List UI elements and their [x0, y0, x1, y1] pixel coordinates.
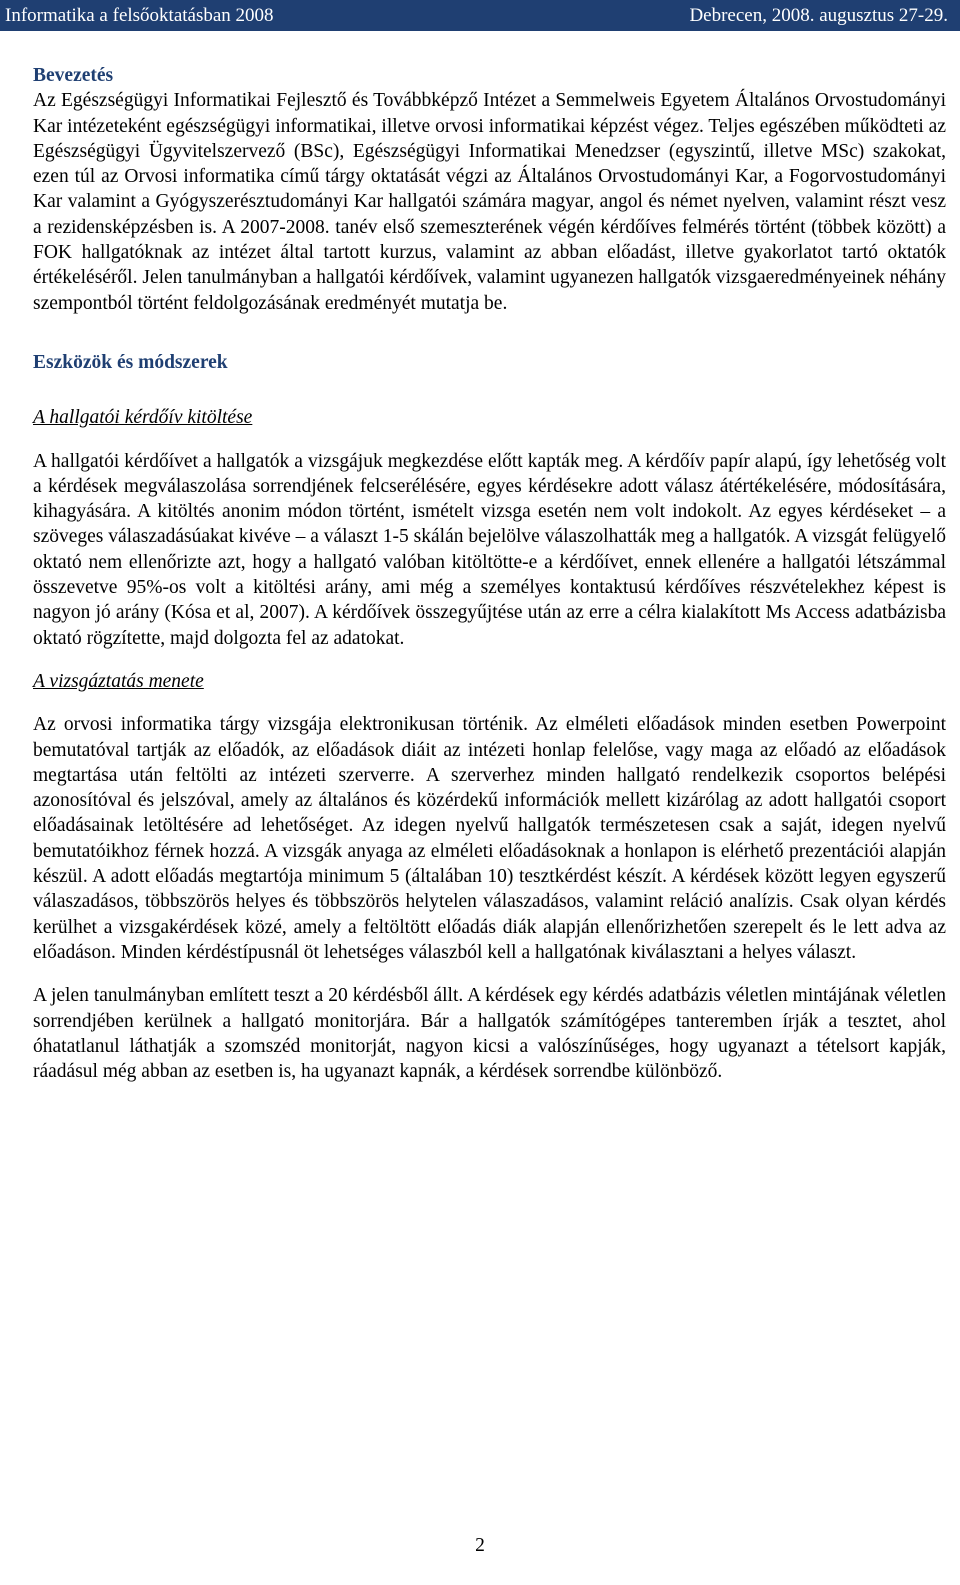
header-location-date: Debrecen, 2008. augusztus 27-29. [689, 5, 948, 26]
examination-paragraph-1: Az orvosi informatika tárgy vizsgája elektronikusan történik. Az elméleti előadások minden esetben Powerpoint bemutatóval tartják az előadók, az előadások diáit az intézeti honlap felelőse, vagy maga az előadó az előadások megtartása után feltölti az intézeti szerverre. A szerverhez minden hallgató rendelkezik csoportos belépési azonosítóval és jelszóval, amely az általános és közérdekű információk mellett kizárólag az adott hallgatói csoport előadásainak letöltésére ad lehetőséget. Az idegen nyelvű hallgatók természetesen csak a saját, idegen nyelvű bemutatóikhoz férnek hozzá. A vizsgák anyaga az elméleti előadásoknak a honlapon is elérhető prezentációi alapján készül. A adott előadás megtartója minimum 5 (általában 10) tesztkérdést készít. A kérdések között legyen egyszerű válaszadásos, többszörös helyes és többszörös helytelen válaszadásos, valamint reláció analízis. Csak olyan kérdés kerülhet a vizsgakérdések közé, amely a feltöltött előadás diák alapján ellenőrizhetően szerepelt és le lett adva az előadáson. Minden kérdéstípusnál öt lehetséges válaszból kell a hallgatónak kiválasztani a helyes választ. [33, 714, 946, 963]
document-body [33, 63, 946, 1084]
questionnaire-paragraph: A hallgatói kérdőívet a hallgatók a vizsgájuk megkezdése előtt kapták meg. A kérdőív papír alapú, így lehetőség volt a kérdések megválaszolása sorrendjének felcserélésére, egyes kérdésekre adott válasz átértékelésére, módosítására, kihagyására. A kitöltés anonim módon történt, ismételt vizsga esetén nem volt indokolt. Az egyes kérdéseket – a szöveges válaszadásúakat kivéve – a választ 1-5 skálán bejelölve válaszolhatták meg a hallgatók. A vizsgát felügyelő oktató nem ellenőrizte azt, hogy a hallgató valóban kitöltötte-e a kérdőívet, ennek ellenére a hallgatói létszámmal összevetve 95%-os volt a kitöltési arány, ami még a személyes kontaktusú kérdőíves részvételekhez képest is nagyon jó arány (Kósa et al, 2007). A kérdőívek összegyűjtése után az erre a célra kialakított Ms Access adatbázisba oktató rögzítette, majd dolgozta fel az adatokat. [33, 450, 946, 649]
intro-paragraph: Az Egészségügyi Informatikai Fejlesztő és Továbbképző Intézet a Semmelweis Egyetem Általános Orvostudományi Kar intézeteként egészségügyi informatikai, illetve orvosi informatikai képzést végez. Teljes egészében működteti az Egészségügyi Ügyvitelszervező (BSc), Egészségügyi Informatikai Menedzser (egyszintű, illetve MSc) szakokat, ezen túl az Orvosi informatika című tárgy oktatását végzi az Általános Orvostudományi Kar, a Fogorvostudományi Kar valamint a Gyógyszerésztudományi Kar hallgatói számára magyar, angol és német nyelven, valamint részt vesz a rezidensképzésben is. A 2007-2008. tanév első szemeszterének végén kérdőíves felmérés történt (többek között) a FOK hallgatóknak az intézet által tartott kurzus, valamint az abban előadást, illetve gyakorlatot tartó oktatók értékeléséről. Jelen tanulmányban a hallgatói kérdőívek, valamint ugyanezen hallgatók vizsgaeredményeinek néhány szempontból történt feldolgozásának eredményét mutatja be. [33, 90, 946, 314]
subheading-questionnaire: A hallgatói kérdőív kitöltése [33, 407, 253, 429]
header-conference-title: Informatika a felsőoktatásban 2008 [5, 5, 274, 26]
section-heading-intro: Bevezetés [33, 65, 114, 86]
subheading-examination: A vizsgáztatás menete [33, 670, 204, 692]
page-number: 2 [475, 1535, 485, 1556]
running-header [0, 0, 960, 31]
examination-paragraph-2: A jelen tanulmányban említett teszt a 20 kérdésből állt. A kérdések egy kérdés adatbázis véletlen mintájának véletlen sorrendjében kerülnek a hallgató monitorjára. Bár a hallgatók számítógépes tanteremben írják a tesztet, ahol óhatatlanul láthatják a szomszéd monitorját, nagyon kicsi a valószínűséges, hogy ugyanazt a tételsort kapják, ráadásul még abban az esetben is, ha ugyanazt kapnák, a kérdések sorrendbe különböző. [33, 985, 946, 1083]
section-heading-methods: Eszközök és módszerek [33, 351, 228, 373]
